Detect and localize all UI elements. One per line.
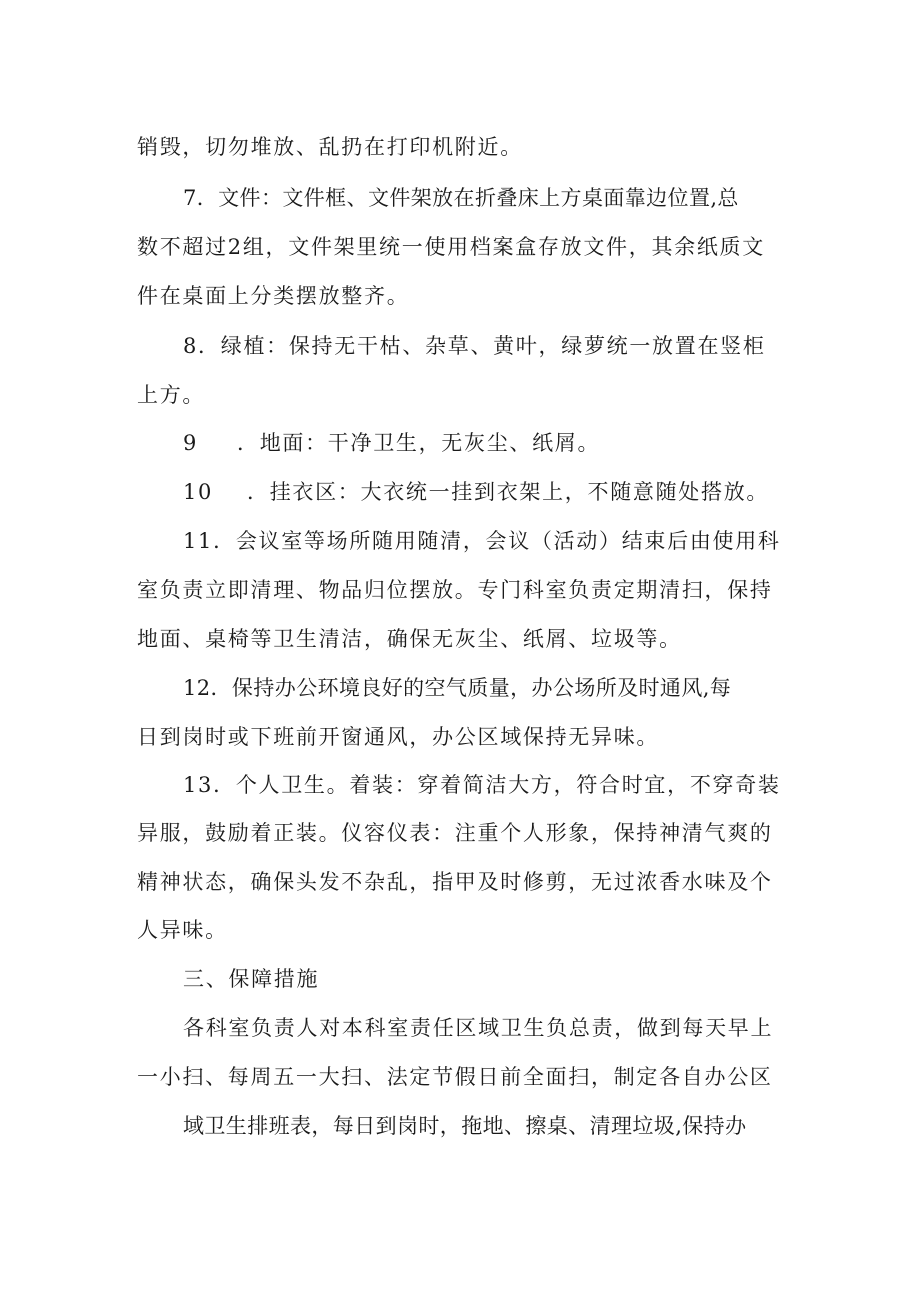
- item-number: 10: [183, 480, 214, 504]
- paragraph-line: 异服，鼓励着正装。仪容仪表：注重个人形象，保持神清气爽的: [137, 821, 773, 845]
- paragraph-line: 11．会议室等场所随用随清，会议（活动）结束后由使用科: [183, 529, 781, 553]
- paragraph-line: 室负责立即清理、物品归位摆放。专门科室负责定期清扫，保持: [137, 578, 773, 602]
- paragraph-line: [183, 477, 787, 507]
- item-text: ．挂衣区：大衣统一挂到衣架上，不随意随处搭放。: [247, 480, 770, 504]
- paragraph-line: 件在桌面上分类摆放整齐。: [137, 284, 410, 308]
- paragraph-line: 数不超过2组，文件架里统一使用档案盒存放文件，其余纸质文: [137, 235, 765, 259]
- paragraph-line: 8．绿植：保持无干枯、杂草、黄叶，绿萝统一放置在竖柜: [183, 334, 766, 358]
- paragraph-line: 13．个人卫生。着装：穿着简洁大方，符合时宜，不穿奇装: [183, 773, 781, 797]
- paragraph-line: [183, 428, 787, 458]
- paragraph-line: 人异味。: [137, 918, 228, 942]
- item-number: 9: [183, 431, 199, 455]
- paragraph-line: 精神状态，确保头发不杂乱，指甲及时修剪，无过浓香水味及个: [137, 870, 773, 894]
- section-heading: 三、保障措施: [183, 967, 320, 991]
- paragraph-line: 日到岗时或下班前开窗通风，办公区域保持无异味。: [137, 725, 660, 749]
- paragraph-line: 一小扫、每周五一大扫、法定节假日前全面扫，制定各自办公区: [137, 1065, 773, 1089]
- item-text: ．地面：干净卫生，无灰尘、纸屑。: [237, 431, 601, 455]
- paragraph-line: 上方。: [137, 383, 206, 407]
- paragraph-line: 7．文件：文件框、文件架放在折叠床上方桌面靠边位置,总: [183, 186, 739, 210]
- paragraph-line: 12．保持办公环境良好的空气质量，办公场所及时通风,每: [183, 676, 732, 700]
- paragraph-line: 域卫生排班表，每日到岗时，拖地、擦桌、清理垃圾,保持办: [183, 1114, 747, 1138]
- paragraph-line: 销毁，切勿堆放、乱扔在打印机附近。: [137, 135, 523, 159]
- paragraph-line: 地面、桌椅等卫生清洁，确保无灰尘、纸屑、垃圾等。: [137, 627, 682, 651]
- paragraph-line: 各科室负责人对本科室责任区域卫生负总责，做到每天早上: [183, 1016, 774, 1040]
